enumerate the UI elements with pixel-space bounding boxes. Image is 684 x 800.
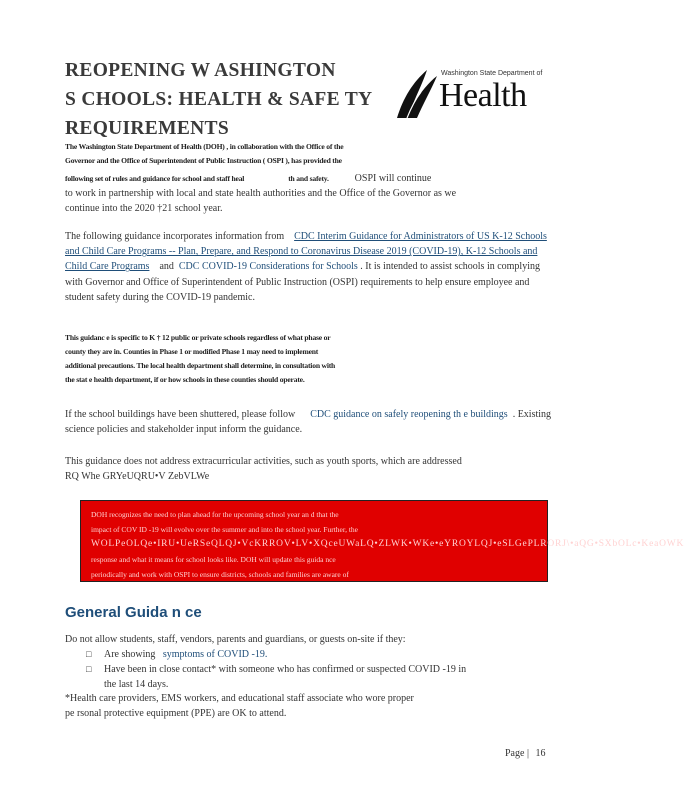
exclusion-list bbox=[86, 647, 556, 693]
guidance-prefix: The following guidance incorporates information from bbox=[65, 231, 285, 242]
intro-line-2: Governor and the Office of Superintendent of Public Instruction ( OSPI ), has provided the bbox=[65, 156, 342, 165]
checkbox-bullet-icon: □ bbox=[86, 664, 92, 675]
intro-line-3 bbox=[65, 168, 560, 186]
specific-paragraph bbox=[65, 331, 405, 387]
alert-line-1: DOH recognizes the need to plan ahead for the upcoming school year an d that the bbox=[91, 510, 339, 519]
specific-line-2: county they are in. Counties in Phase 1 or modified Phase 1 may need to implement bbox=[65, 347, 319, 356]
intro-line-3b: th and safety. bbox=[288, 174, 329, 183]
page-label: Page | bbox=[505, 748, 529, 759]
alert-line-4: response and what it means for school looks like. DOH will update this guida nce bbox=[91, 555, 336, 564]
page-footer bbox=[505, 748, 545, 759]
intro-line-3a: following set of rules and guidance for school and staff heal bbox=[65, 174, 245, 183]
cdc-reopening-buildings-link[interactable]: CDC guidance on safely reopening th e buildings bbox=[310, 409, 508, 420]
general-intro: Do not allow students, staff, vendors, parents and guardians, or guests on-site if they: bbox=[65, 634, 406, 645]
specific-line-4: the stat e health department, if or how schools in these counties should operate. bbox=[65, 375, 305, 384]
title-line-2: S CHOOLS: HEALTH & SAFE TY bbox=[65, 89, 373, 110]
bullet-2-line-2: the last 14 days. bbox=[104, 679, 169, 691]
page-number: 16 bbox=[535, 748, 546, 759]
cdc-interim-guidance-link[interactable]: CDC Interim Guidance for Administrators of US K-12 Schools and Child Care Programs -- Plan, Prepare, and Respond to Coronavirus Disease 2019 (COVID-19), K-12 Schools and Child Care Programs bbox=[65, 231, 547, 273]
extracurricular-text: This guidance does not address extracurricular activities, such as youth sports, which are addressed bbox=[65, 456, 462, 467]
extracurricular-paragraph bbox=[65, 454, 555, 484]
covid-symptoms-link[interactable]: symptoms of COVID -19. bbox=[162, 649, 268, 660]
alert-line-2: impact of COV ID -19 will evolve over the summer and into the school year. Further, the bbox=[91, 525, 359, 534]
ppe-note-line-2: pe rsonal protective equipment (PPE) are OK to attend. bbox=[65, 708, 287, 720]
alert-line-3: WOLPeOLQe•IRU•UeRSeQLQJ•VcKRROV•LV•XQceUWaLQ•ZLWK•WKe•eYROYLQJ•eSLGePLRORJ\•aQG•SXbOLc•KeaOWK bbox=[91, 539, 684, 549]
intro-line-1: The Washington State Department of Health (DOH) , in collaboration with the Office of the bbox=[65, 142, 344, 151]
guidance-suffix: . It is intended to assist schools in complying with Governor and Office of Superintendent of Public Instruction (OSPI) requirements to help ensure employee and student safety during the COVID-19 pandemic. bbox=[65, 261, 540, 303]
alert-line-5: periodically and work with OSPI to ensure districts, schools and families are aware of bbox=[91, 570, 349, 579]
ppe-note bbox=[65, 691, 560, 721]
intro-line-4: to work in partnership with local and state health authorities and the Office of the Governor as we bbox=[65, 188, 457, 200]
intro-line-3-tail: OSPI will continue bbox=[354, 173, 432, 184]
extracurricular-garbled-link[interactable]: RQ Whe GRYeUQRU•V ZebVLWe bbox=[65, 471, 210, 483]
general-guidance-heading: General Guida n ce bbox=[65, 604, 202, 621]
shuttered-prefix: If the school buildings have been shuttered, please follow bbox=[65, 409, 296, 420]
page-title bbox=[65, 56, 385, 143]
bullet-2-line-1: Have been in close contact* with someone who has confirmed or suspected COVID -19 in bbox=[104, 664, 467, 676]
doh-logo bbox=[393, 68, 543, 120]
list-item bbox=[86, 647, 556, 662]
guidance-and: and bbox=[159, 261, 174, 273]
shuttered-paragraph bbox=[65, 407, 555, 437]
intro-paragraph bbox=[65, 140, 560, 217]
title-line-1: REOPENING W ASHINGTON bbox=[65, 60, 336, 81]
ppe-note-line-1: *Health care providers, EMS workers, and educational staff associate who wore proper bbox=[65, 693, 414, 704]
bullet-1-prefix: Are showing bbox=[104, 649, 156, 660]
alert-box bbox=[80, 500, 684, 582]
shuttered-suffix: . Existing science policies and stakeholder input inform the guidance. bbox=[65, 409, 552, 436]
cdc-considerations-link[interactable]: CDC COVID-19 Considerations for Schools bbox=[178, 261, 358, 273]
checkbox-bullet-icon: □ bbox=[86, 649, 92, 659]
specific-line-1: This guidanc e is specific to K † 12 public or private schools regardless of what phase or bbox=[65, 333, 331, 342]
logo-health-word: Health bbox=[439, 77, 527, 114]
intro-line-5: continue into the 2020 †21 school year. bbox=[65, 203, 223, 215]
title-line-3: REQUIREMENTS bbox=[65, 118, 229, 139]
guidance-paragraph bbox=[65, 229, 555, 305]
specific-line-3: additional precautions. The local health department shall determine, in consultation with bbox=[65, 361, 336, 370]
list-item bbox=[86, 662, 556, 692]
logo-department-text: Washington State Department of bbox=[441, 70, 543, 77]
